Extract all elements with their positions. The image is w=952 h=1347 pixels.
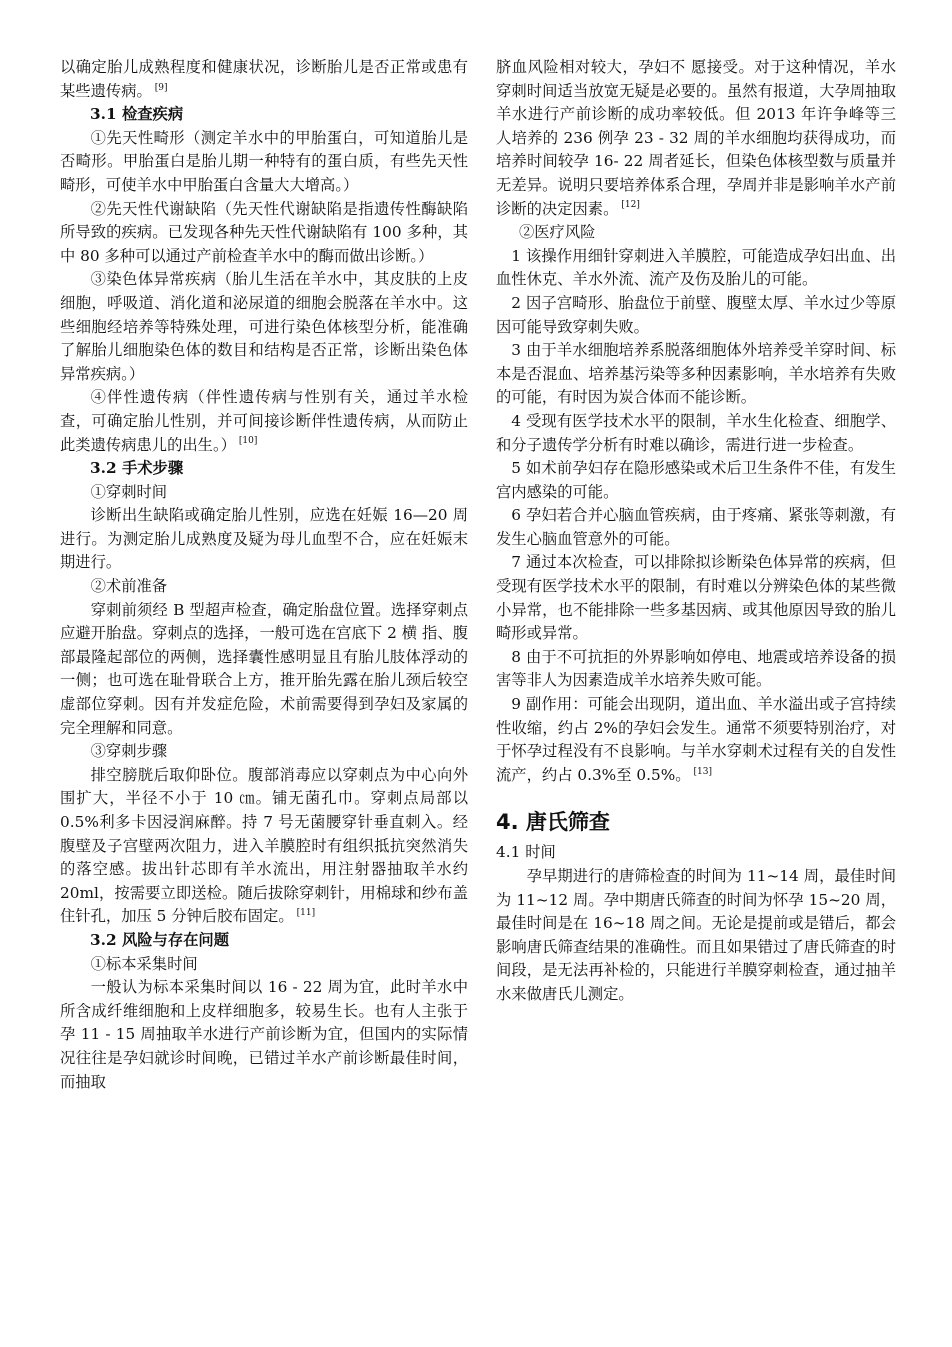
subheading-4-1-time: 4.1 时间 bbox=[496, 843, 556, 862]
paragraph-sampling-time-continued: 脐血风险相对较大，孕妇不 愿接受。对于这种情况，羊水穿刺时间适当放宽无疑是必要的。虽然有报道，大孕周抽取羊水进行产前诊断的成功率较低。但 2013 年许争峰等三人培养的 236 例孕 23 - 32 周的羊水细胞均获得成功，而培养时间较孕 16- 22 周者延长，但染色体核型数与质量并无差异。说明只要培养体系合理，孕周并非是影响羊水产前诊断的决定因素。 [12] bbox=[496, 58, 896, 218]
risk-item-1: 1 该操作用细针穿刺进入羊膜腔，可能造成孕妇出血、出血性休克、羊水外流、流产及伤及胎儿的可能。 bbox=[496, 246, 896, 289]
section-heading-3-2-risks: 3.2 风险与存在问题 bbox=[90, 930, 230, 949]
paragraph-sex-linked-disease: ④伴性遗传病（伴性遗传病与性别有关，通过羊水检查，可确定胎儿性别，并可间接诊断伴性遗传病，从而防止此类遗传病患儿的出生。） [10] bbox=[60, 388, 468, 454]
paragraph-sampling-time: 一般认为标本采集时间以 16 - 22 周为宜，此时羊水中所含成纤维细胞和上皮样细胞多，较易生长。也有人主张于孕 11 - 15 周抽取羊水进行产前诊断为宜，但国内的实际情况往往是孕妇就诊时间晚，已错过羊水产前诊断最佳时间，而抽取 bbox=[60, 978, 468, 1091]
citation-13: [13] bbox=[693, 766, 713, 777]
citation-11: [11] bbox=[296, 908, 316, 919]
risk-item-4: 4 受现有医学技术水平的限制，羊水生化检查、细胞学、和分子遗传学分析有时难以确诊，需进行进一步检查。 bbox=[496, 411, 896, 454]
section-heading-4-down-syndrome-screening: 4. 唐氏筛查 bbox=[496, 810, 610, 835]
paragraph-preoperative-prep: 穿刺前须经 B 型超声检查，确定胎盘位置。选择穿刺点应避开胎盘。穿刺点的选择，一般可选在宫底下 2 横 指、腹部最隆起部位的两侧，选择囊性感明显且有胎儿肢体浮动的一侧；也可选在耻骨联合上方，推开胎先露在胎儿颈后较空虚部位穿刺。因有并发症危险，术前需要得到孕妇及家属的完全理解和同意。 bbox=[60, 600, 468, 737]
intro-paragraph: 以确定胎儿成熟程度和健康状况，诊断胎儿是否正常或患有某些遗传病。 [9] bbox=[60, 58, 468, 100]
subheading-medical-risks: ②医疗风险 bbox=[518, 223, 596, 242]
left-column bbox=[60, 56, 468, 1094]
subheading-preoperative-prep: ②术前准备 bbox=[90, 577, 168, 596]
subheading-sampling-time: ①标本采集时间 bbox=[90, 954, 198, 973]
subheading-puncture-time: ①穿刺时间 bbox=[90, 482, 168, 501]
risk-item-5: 5 如术前孕妇存在隐形感染或术后卫生条件不佳，有发生宫内感染的可能。 bbox=[496, 459, 896, 501]
risk-item-9: 9 副作用：可能会出现阴，道出血、羊水溢出或子宫持续性收缩，约占 2%的孕妇会发生。通常不须要特别治疗，对于怀孕过程没有不良影响。与羊水穿刺术过程有关的自发性流产，约占 0.3%至 0.5%。 [13] bbox=[496, 695, 896, 784]
risk-item-3: 3 由于羊水细胞培养系脱落细胞体外培养受羊穿时间、标本是否混血、培养基污染等多种因素影响，羊水培养有失败的可能，有时因为炭合体而不能诊断。 bbox=[496, 341, 896, 407]
section-heading-3-2-procedure: 3.2 手术步骤 bbox=[90, 459, 184, 478]
paragraph-chromosome-abnormality: ③染色体异常疾病（胎儿生活在羊水中，其皮肤的上皮细胞，呼吸道、消化道和泌尿道的细胞会脱落在羊水中。这些细胞经培养等特殊处理，可进行染色体核型分析，能准确了解胎儿细胞染色体的数目和结构是否正常，诊断出染色体异常疾病。） bbox=[60, 270, 468, 383]
paragraph-congenital-malformation: ①先天性畸形（测定羊水中的甲胎蛋白，可知道胎儿是否畸形。甲胎蛋白是胎儿期一种特有的蛋白质，有些先天性畸形，可使羊水中甲胎蛋白含量大大增高。） bbox=[60, 128, 468, 194]
right-column bbox=[496, 56, 896, 1007]
risk-item-7: 7 通过本次检查，可以排除拟诊断染色体异常的疾病，但受现有医学技术水平的限制，有时难以分辨染色体的某些微小异常，也不能排除一些多基因病、或其他原因导致的胎儿畸形或异常。 bbox=[496, 553, 896, 643]
risk-item-6: 6 孕妇若合并心脑血管疾病，由于疼痛、紧张等刺激，有发生心脑血管意外的可能。 bbox=[496, 506, 896, 548]
citation-12: [12] bbox=[621, 200, 640, 211]
paragraph-metabolic-defect: ②先天性代谢缺陷（先天性代谢缺陷是指遗传性酶缺陷所导致的疾病。已发现各种先天性代谢缺陷有 100 多种，其中 80 多种可以通过产前检查羊水中的酶而做出诊断。） bbox=[60, 199, 468, 265]
section-heading-3-1: 3.1 检查疾病 bbox=[90, 105, 184, 124]
subheading-puncture-steps: ③穿刺步骤 bbox=[90, 742, 168, 761]
citation-9: [9] bbox=[154, 82, 168, 93]
risk-item-2: 2 因子宫畸形、胎盘位于前壁、腹壁太厚、羊水过少等原因可能导致穿刺失败。 bbox=[496, 293, 896, 336]
paragraph-screening-time: 孕早期进行的唐筛检查的时间为 11~14 周，最佳时间为 11~12 周。孕中期唐氏筛查的时间为怀孕 15~20 周，最佳时间是在 16~18 周之间。无论是提前或是错后，都会影响唐氏筛查结果的准确性。而且如果错过了唐氏筛查的时间段，是无法再补检的，只能进行羊膜穿刺检查，通过抽羊水来做唐氏儿测定。 bbox=[496, 867, 896, 1003]
paragraph-puncture-steps: 排空膀胱后取仰卧位。腹部消毒应以穿刺点为中心向外围扩大，半径不小于 10 ㎝。铺无菌孔巾。穿刺点局部以 0.5%利多卡因浸润麻醉。持 7 号无菌腰穿针垂直刺入。经腹壁及子宫壁两次阻力，进入羊膜腔时有组织抵抗突然消失的落空感。拔出针芯即有羊水流出，用注射器抽取羊水约 20ml，按需要立即送检。随后拔除穿刺针，用棉球和纱布盖住针孔，加压 5 分钟后胶布固定。 [11] bbox=[60, 765, 468, 926]
paragraph-puncture-time: 诊断出生缺陷或确定胎儿性别，应选在妊娠 16—20 周进行。为测定胎儿成熟度及疑为母儿血型不合，应在妊娠末期进行。 bbox=[60, 506, 468, 572]
citation-10: [10] bbox=[238, 436, 258, 447]
risk-item-8: 8 由于不可抗拒的外界影响如停电、地震或培养设备的损害等非人为因素造成羊水培养失败可能。 bbox=[496, 647, 896, 690]
